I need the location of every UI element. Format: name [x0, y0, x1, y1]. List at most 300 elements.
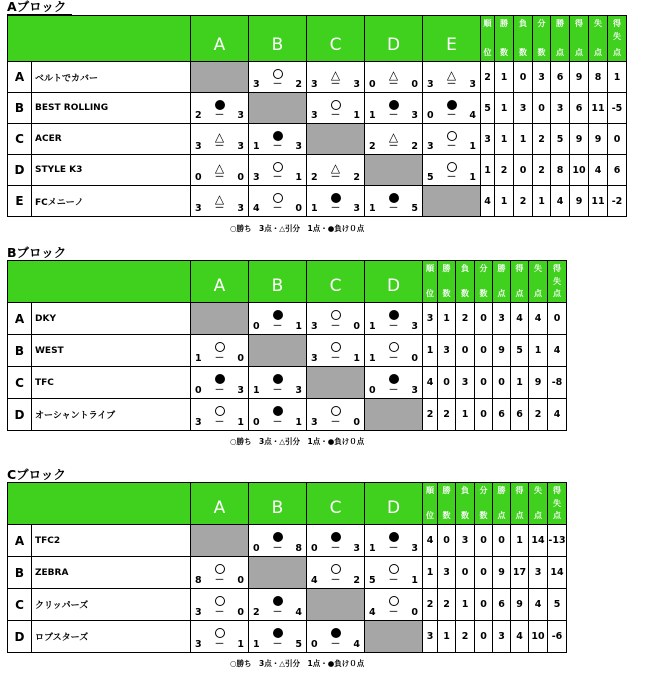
score-against: 4 [295, 607, 302, 618]
result-mark [365, 305, 422, 317]
stat-header-text: 数 [519, 48, 527, 57]
result-mark [423, 126, 480, 138]
stat-cell: 3 [456, 525, 475, 557]
stat-cell: 9 [511, 589, 529, 621]
column-header: E [423, 16, 481, 62]
match-result-cell [365, 186, 423, 217]
score-against: 0 [295, 203, 302, 214]
win-circle-icon [273, 193, 283, 203]
match-result-cell [423, 155, 481, 186]
result-mark [249, 188, 306, 200]
team-row [8, 303, 567, 335]
stat-cell: 6 [608, 155, 627, 186]
score-for: 4 [311, 575, 318, 586]
stat-header-text: 数 [442, 289, 451, 298]
loss-dot-icon [273, 131, 283, 141]
stat-header-text: 順 [483, 19, 492, 28]
points-legend: ○勝ち 3点・△引分 1点・●負け０点 [230, 659, 365, 668]
score-against: 1 [295, 417, 302, 428]
match-score [195, 607, 244, 618]
stat-cell: 2 [423, 399, 438, 431]
team-row-label: B [8, 93, 32, 124]
stat-cell: -5 [608, 93, 627, 124]
score-for: 5 [369, 575, 376, 586]
result-mark [191, 401, 248, 413]
score-for: 3 [311, 79, 318, 90]
result-mark [249, 369, 306, 381]
column-header: A [191, 261, 249, 303]
stat-cell: 11 [589, 186, 608, 217]
stat-cell: 8 [589, 62, 608, 93]
stat-cell: 1 [608, 62, 627, 93]
self-match-cell [249, 557, 307, 589]
win-circle-icon [273, 162, 283, 172]
loss-dot-icon [215, 100, 225, 110]
score-against: 3 [237, 141, 244, 152]
column-header: D [365, 16, 423, 62]
result-mark [249, 126, 306, 138]
team-name: ロブスターズ [32, 621, 191, 653]
loss-dot-icon [331, 193, 341, 203]
result-mark [365, 369, 422, 381]
stat-cell: 4 [511, 303, 529, 335]
score-for: 2 [369, 141, 376, 152]
score-dash: － [272, 417, 283, 428]
stat-cell: 9 [589, 124, 608, 155]
stat-header-text: 失 [534, 264, 542, 273]
stat-cell: 2 [495, 155, 514, 186]
result-mark [191, 559, 248, 571]
score-for: 0 [195, 385, 202, 396]
result-mark [249, 157, 306, 169]
match-result-cell [249, 589, 307, 621]
team-row-label: C [8, 124, 32, 155]
score-dash: － [446, 110, 457, 121]
match-result-cell [249, 124, 307, 155]
win-circle-icon [389, 564, 399, 574]
team-name: クリッパーズ [32, 589, 191, 621]
score-for: 1 [369, 203, 376, 214]
match-score [195, 417, 244, 428]
win-circle-icon [447, 162, 457, 172]
match-result-cell [191, 399, 249, 431]
score-for: 0 [311, 543, 318, 554]
stat-cell: 2 [514, 186, 533, 217]
stat-cell: 3 [493, 621, 511, 653]
stat-header-text: 数 [500, 48, 508, 57]
stat-cell: 4 [589, 155, 608, 186]
score-dash: － [330, 543, 341, 554]
stat-cell: 9 [570, 124, 589, 155]
stat-cell: 1 [514, 124, 533, 155]
score-against: 3 [469, 79, 476, 90]
result-mark [423, 157, 480, 169]
score-against: 3 [411, 543, 418, 554]
score-dash: － [330, 353, 341, 364]
stat-cell: -2 [608, 186, 627, 217]
stat-cell: 2 [438, 399, 456, 431]
match-score [253, 385, 302, 396]
stat-cell: 1 [438, 621, 456, 653]
stat-header-text: 位 [483, 48, 492, 57]
score-against: 0 [411, 353, 418, 364]
stat-header [438, 261, 456, 303]
stat-cell: 1 [423, 557, 438, 589]
stat-header-text: 勝 [442, 264, 451, 273]
stat-cell: 9 [570, 62, 589, 93]
match-result-cell [365, 589, 423, 621]
draw-triangle-icon: △ [446, 68, 457, 82]
team-row-label: D [8, 155, 32, 186]
loss-dot-icon [389, 193, 399, 203]
stat-header [548, 261, 567, 303]
stat-cell: 10 [570, 155, 589, 186]
score-dash: － [446, 172, 457, 183]
score-for: 1 [311, 203, 318, 214]
stat-header-text: 負 [519, 19, 527, 28]
match-score [253, 79, 302, 90]
stat-cell: 2 [533, 155, 551, 186]
score-for: 3 [195, 141, 202, 152]
score-against: 1 [411, 575, 418, 586]
stat-cell: 6 [570, 93, 589, 124]
stat-header [529, 483, 548, 525]
score-against: 1 [469, 172, 476, 183]
loss-dot-icon [447, 100, 457, 110]
score-for: 3 [195, 417, 202, 428]
stat-header-text: 点 [556, 48, 564, 57]
score-against: 2 [411, 141, 418, 152]
match-result-cell [365, 557, 423, 589]
team-row [8, 399, 567, 431]
score-against: 3 [237, 203, 244, 214]
stat-header [589, 16, 608, 62]
score-dash: － [330, 639, 341, 650]
stat-cell: 9 [493, 557, 511, 589]
match-result-cell [249, 367, 307, 399]
stat-cell: 3 [423, 303, 438, 335]
score-for: 0 [311, 639, 318, 650]
stat-cell: 4 [548, 335, 567, 367]
score-dash: － [272, 385, 283, 396]
team-name: STYLE K3 [32, 155, 191, 186]
team-name: ZEBRA [32, 557, 191, 589]
match-result-cell [249, 62, 307, 93]
score-dash: － [388, 575, 399, 586]
stat-header-text: 分 [537, 19, 546, 28]
score-dash: － [214, 203, 225, 214]
team-row [8, 589, 567, 621]
match-score [369, 141, 418, 152]
match-result-cell [249, 399, 307, 431]
stat-cell: 8 [551, 155, 570, 186]
stat-cell: 14 [529, 525, 548, 557]
score-for: 3 [311, 321, 318, 332]
score-dash: － [330, 575, 341, 586]
score-against: 0 [411, 79, 418, 90]
stat-cell: 4 [511, 621, 529, 653]
score-for: 5 [427, 172, 434, 183]
stat-header-text: 勝 [556, 19, 564, 28]
result-mark [307, 623, 364, 635]
match-result-cell [307, 62, 365, 93]
match-score [253, 543, 302, 554]
stat-header [570, 16, 589, 62]
score-dash: － [330, 417, 341, 428]
loss-dot-icon [273, 532, 283, 542]
score-dash: － [214, 607, 225, 618]
win-circle-icon [215, 564, 225, 574]
score-against: 0 [411, 607, 418, 618]
result-mark [307, 64, 364, 82]
score-against: 3 [295, 385, 302, 396]
stat-cell: 11 [589, 93, 608, 124]
stat-cell: 6 [493, 399, 511, 431]
score-against: 1 [295, 321, 302, 332]
match-result-cell [249, 155, 307, 186]
stat-cell: 0 [475, 335, 493, 367]
self-match-cell [365, 621, 423, 653]
team-row-label: D [8, 399, 32, 431]
stat-header [495, 16, 514, 62]
stat-cell: 3 [481, 124, 495, 155]
stat-cell: 1 [481, 155, 495, 186]
stat-header-text: 数 [479, 511, 488, 520]
score-against: 0 [237, 353, 244, 364]
match-result-cell [365, 525, 423, 557]
score-against: 3 [353, 203, 360, 214]
match-result-cell [365, 93, 423, 124]
match-score [253, 417, 302, 428]
win-circle-icon [389, 342, 399, 352]
match-score [253, 607, 302, 618]
score-dash: － [388, 353, 399, 364]
result-mark [191, 126, 248, 144]
match-result-cell [307, 525, 365, 557]
match-score [311, 543, 360, 554]
stat-cell: 3 [529, 557, 548, 589]
result-mark [249, 527, 306, 539]
score-dash: － [330, 172, 341, 183]
stat-header [533, 16, 551, 62]
stat-header-text: 順 [426, 486, 434, 495]
stat-cell: 1 [438, 303, 456, 335]
score-dash: － [330, 203, 341, 214]
score-dash: － [272, 543, 283, 554]
draw-triangle-icon: △ [388, 130, 399, 144]
result-mark [365, 126, 422, 144]
score-against: 2 [295, 79, 302, 90]
score-dash: － [388, 607, 399, 618]
score-for: 0 [195, 172, 202, 183]
standings-table [7, 15, 627, 217]
header-row [8, 16, 627, 62]
points-legend: ○勝ち 3点・△引分 1点・●負け０点 [230, 437, 365, 446]
stat-cell: 2 [529, 399, 548, 431]
loss-dot-icon [273, 374, 283, 384]
stat-cell: 3 [438, 335, 456, 367]
match-score [195, 203, 244, 214]
stat-cell: 5 [481, 93, 495, 124]
match-result-cell [365, 62, 423, 93]
score-for: 0 [253, 321, 260, 332]
stat-header-text: 数 [442, 511, 451, 520]
match-score [253, 639, 302, 650]
match-score [253, 203, 302, 214]
stat-header-text: 勝 [442, 486, 451, 495]
result-mark [307, 95, 364, 107]
score-for: 1 [369, 110, 376, 121]
score-dash: － [330, 321, 341, 332]
match-result-cell [249, 621, 307, 653]
standings-table [7, 260, 567, 431]
match-result-cell [307, 186, 365, 217]
win-circle-icon [447, 131, 457, 141]
score-for: 0 [369, 385, 376, 396]
match-result-cell [423, 93, 481, 124]
match-score [369, 79, 418, 90]
stat-header [475, 483, 493, 525]
team-row [8, 155, 627, 186]
match-score [311, 203, 360, 214]
match-result-cell [249, 303, 307, 335]
stat-cell: 3 [493, 303, 511, 335]
match-result-cell [249, 525, 307, 557]
team-row-label: A [8, 303, 32, 335]
stat-header-text: 勝 [497, 486, 506, 495]
stat-cell: 5 [548, 589, 567, 621]
column-header: D [365, 483, 423, 525]
stat-header [456, 261, 475, 303]
stat-header [481, 16, 495, 62]
win-circle-icon [215, 628, 225, 638]
stat-header-text: 負 [461, 486, 469, 495]
stat-header-text: 得 [515, 264, 524, 273]
result-mark [191, 369, 248, 381]
stat-header-text: 点 [575, 48, 583, 57]
stat-header [608, 16, 627, 62]
score-for: 4 [369, 607, 376, 618]
stat-cell: 2 [423, 589, 438, 621]
stat-cell: 1 [495, 124, 514, 155]
stat-cell: 1 [533, 186, 551, 217]
score-for: 3 [311, 353, 318, 364]
match-score [195, 353, 244, 364]
stat-cell: 4 [548, 399, 567, 431]
stat-cell: 0 [608, 124, 627, 155]
result-mark [307, 305, 364, 317]
match-score [195, 639, 244, 650]
score-for: 3 [427, 79, 434, 90]
match-score [427, 141, 476, 152]
score-against: 3 [353, 543, 360, 554]
team-row-label: C [8, 589, 32, 621]
stat-header-text: 得 [515, 486, 524, 495]
score-dash: － [214, 172, 225, 183]
score-for: 1 [369, 321, 376, 332]
result-mark [249, 591, 306, 603]
stat-header-text: 分 [479, 486, 488, 495]
score-for: 1 [253, 385, 260, 396]
column-header: C [307, 16, 365, 62]
match-score [369, 203, 418, 214]
stat-header [423, 261, 438, 303]
loss-dot-icon [389, 374, 399, 384]
stat-header-text: 失 [553, 277, 561, 286]
result-mark [249, 64, 306, 76]
score-against: 5 [411, 203, 418, 214]
match-result-cell [307, 155, 365, 186]
win-circle-icon [389, 596, 399, 606]
stat-header [438, 483, 456, 525]
stat-cell: 5 [511, 335, 529, 367]
score-dash: － [388, 321, 399, 332]
loss-dot-icon [389, 100, 399, 110]
score-against: 2 [353, 575, 360, 586]
score-for: 3 [311, 110, 318, 121]
draw-triangle-icon: △ [214, 192, 225, 206]
stat-cell: 4 [529, 303, 548, 335]
stat-cell: 1 [423, 335, 438, 367]
team-name: WEST [32, 335, 191, 367]
stat-cell: 1 [529, 335, 548, 367]
score-against: 0 [237, 575, 244, 586]
stat-cell: 3 [438, 557, 456, 589]
loss-dot-icon [273, 406, 283, 416]
team-name: TFC [32, 367, 191, 399]
result-mark [191, 188, 248, 206]
self-match-cell [307, 124, 365, 155]
stat-header-text: 数 [461, 289, 469, 298]
loss-dot-icon [389, 532, 399, 542]
score-dash: － [272, 203, 283, 214]
stat-header-text: 点 [613, 48, 621, 57]
score-dash: － [214, 575, 225, 586]
stat-cell: 9 [570, 186, 589, 217]
team-row [8, 62, 627, 93]
score-for: 1 [253, 141, 260, 152]
team-name: BEST ROLLING [32, 93, 191, 124]
score-for: 0 [369, 79, 376, 90]
stat-header-text: 得 [553, 264, 561, 273]
stat-header-text: 数 [461, 511, 469, 520]
match-result-cell [191, 367, 249, 399]
draw-triangle-icon: △ [330, 68, 341, 82]
stat-header-text: 数 [537, 48, 546, 57]
loss-dot-icon [273, 628, 283, 638]
match-score [369, 110, 418, 121]
stat-cell: 0 [456, 557, 475, 589]
header-row [8, 261, 567, 303]
self-match-cell [423, 186, 481, 217]
score-dash: － [388, 543, 399, 554]
result-mark [423, 64, 480, 82]
stat-header-text: 勝 [500, 19, 508, 28]
stat-cell: 0 [514, 62, 533, 93]
win-circle-icon [331, 342, 341, 352]
stat-cell: 2 [456, 303, 475, 335]
score-against: 1 [237, 417, 244, 428]
stat-cell: 10 [529, 621, 548, 653]
score-against: 1 [353, 110, 360, 121]
match-score [369, 385, 418, 396]
stat-header-text: 点 [594, 48, 602, 57]
stat-cell: -6 [548, 621, 567, 653]
win-circle-icon [273, 69, 283, 79]
stat-header-text: 失 [613, 32, 621, 41]
self-match-cell [191, 303, 249, 335]
self-match-cell [191, 62, 249, 93]
